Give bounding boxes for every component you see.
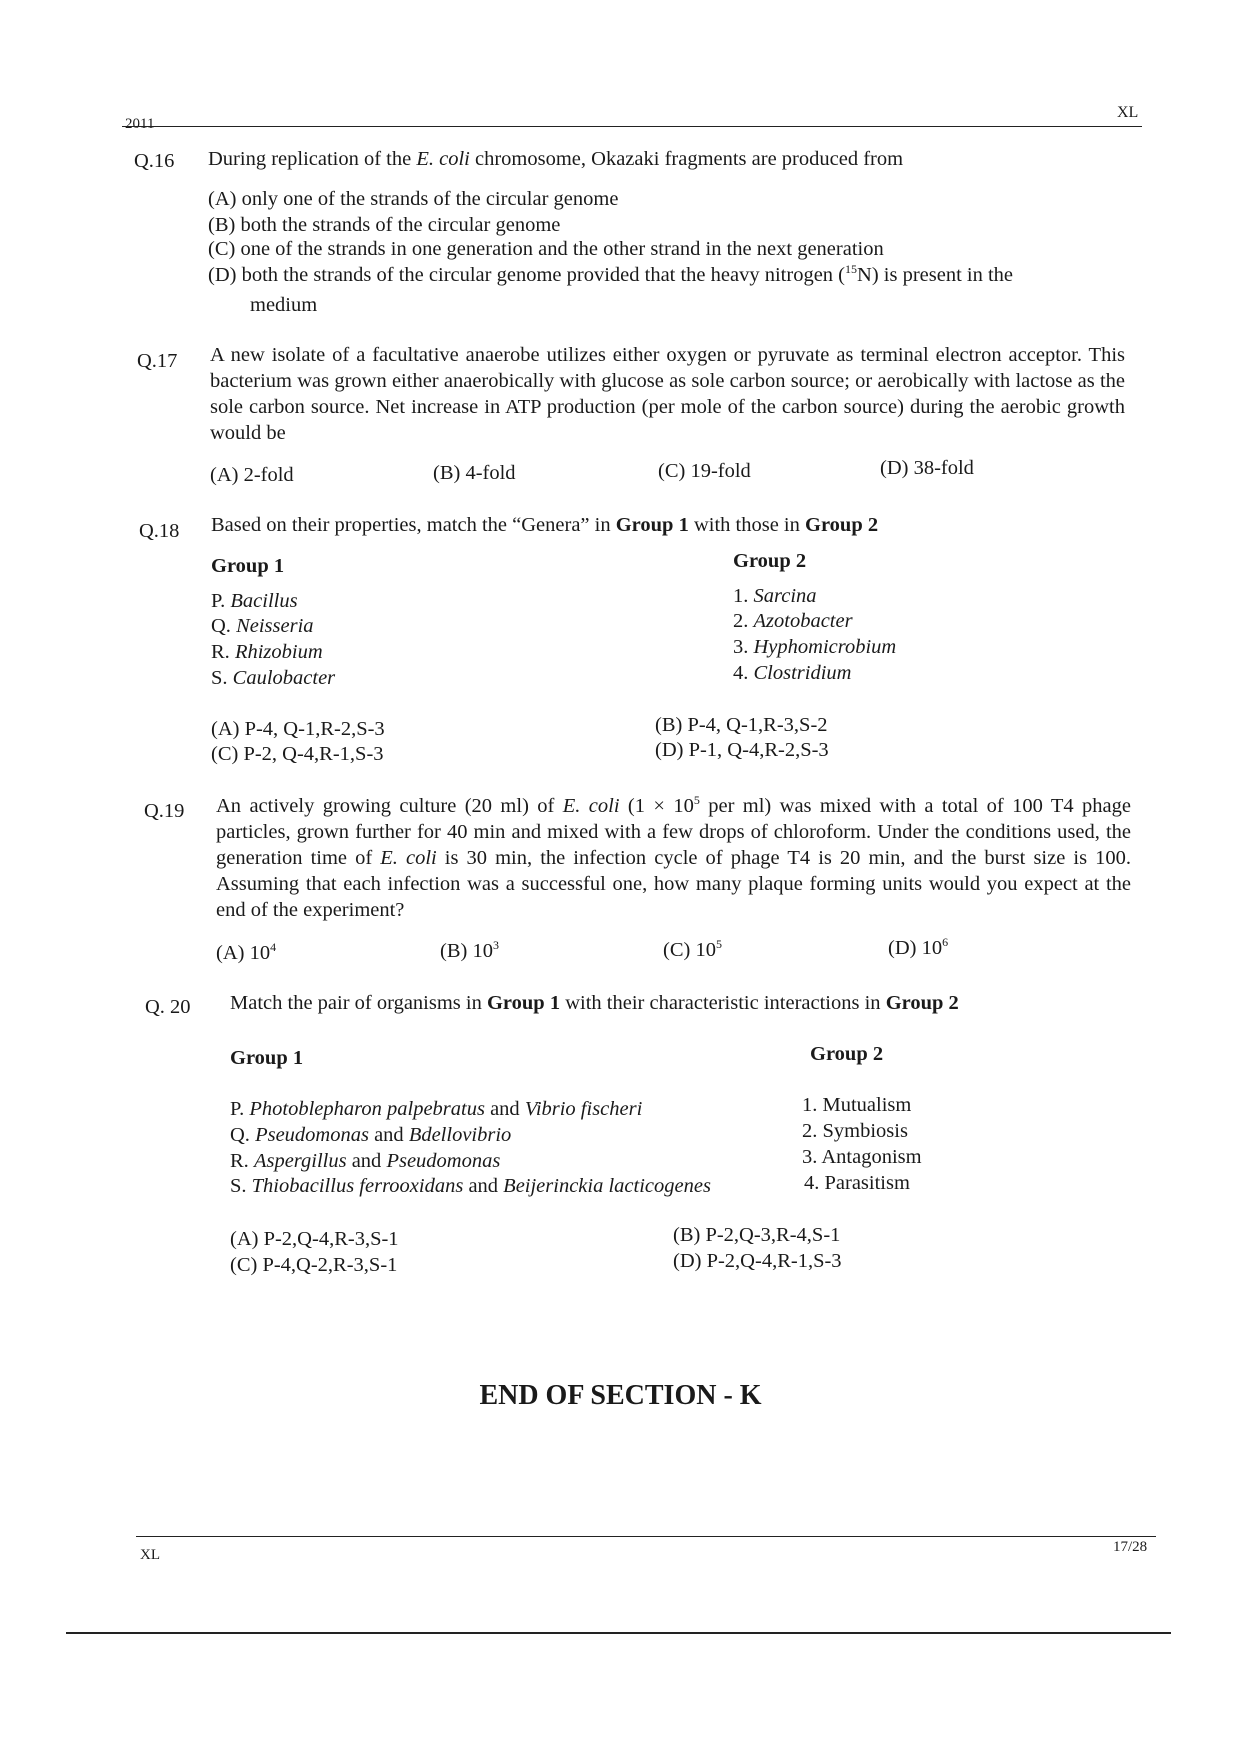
- option-d-text: N) is present in the: [857, 264, 1014, 286]
- option-b: (B) 4-fold: [433, 462, 516, 484]
- group-1-item: P. Photoblepharon palpebratus and Vibrio fischeri: [230, 1098, 643, 1120]
- option-d-continuation: medium: [250, 294, 318, 316]
- group-2-title: Group 2: [733, 550, 807, 572]
- group-2-item: 4. Parasitism: [804, 1172, 910, 1194]
- group-2-item: 1. Sarcina: [733, 585, 817, 607]
- question-number: Q.16: [134, 150, 175, 172]
- stem-bold: Group 1: [615, 514, 689, 536]
- question-number: Q.19: [144, 800, 185, 822]
- option-c: (C) one of the strands in one generation and the other strand in the next generation: [208, 238, 884, 260]
- option-d: (D) P-2,Q-4,R-1,S-3: [673, 1250, 842, 1272]
- option-a: (A) only one of the strands of the circular genome: [208, 188, 619, 210]
- stem-text: chromosome, Okazaki fragments are produced from: [469, 148, 904, 170]
- question-number: Q.18: [139, 520, 180, 542]
- superscript: 15: [845, 262, 858, 276]
- option-c: (C) P-4,Q-2,R-3,S-1: [230, 1254, 398, 1276]
- stem-italic: E. coli: [416, 148, 470, 170]
- option-b: (B) $10^3$: [440, 938, 499, 962]
- group-1-item: P. Bacillus: [211, 590, 298, 612]
- group-1-item: Q. Neisseria: [211, 615, 314, 637]
- option-c: (C) $10^5$: [663, 937, 722, 961]
- question-stem: A new isolate of a facultative anaerobe utilizes either oxygen or pyruvate as terminal electron acceptor. This bacterium was grown either anaerobically with glucose as sole carbon source; or aerobically with lactose as the sole carbon source. Net increase in ATP production (per mole of the carbon source) during the aerobic growth would be: [210, 344, 1125, 444]
- header-rule: [122, 126, 1142, 127]
- option-d-text: (D) both the strands of the circular genome provided that the heavy nitrogen (: [208, 264, 846, 286]
- stem-text: Based on their properties, match the “Genera” in: [211, 514, 616, 536]
- stem-bold: Group 2: [805, 514, 879, 536]
- group-1-title: Group 1: [211, 555, 285, 577]
- option-a: (A) $10^4$: [216, 940, 277, 964]
- group-1-item: R. Rhizobium: [211, 641, 323, 663]
- group-1-item: S. Thiobacillus ferrooxidans and Beijerinckia lacticogenes: [230, 1175, 711, 1197]
- group-1-item: S. Caulobacter: [211, 667, 336, 689]
- footer-paper-code: XL: [140, 1547, 160, 1563]
- question-stem: An actively growing culture (20 ml) of E. coli ($1 \times 10^5$ per ml) was mixed with a total of 100 T4 phage particles, grown further for 40 min and mixed with a few drops of chloroform. Under the conditions used, the generation time of E. coli is 30 min, the infection cycle of phage T4 is 20 min, and the burst size is 100. Assuming that each infection was a successful one, how many plaque forming units would you expect at the end of the experiment?: [216, 793, 1132, 921]
- group-2-title: Group 2: [810, 1043, 884, 1065]
- group-1-item: R. Aspergillus and Pseudomonas: [230, 1150, 501, 1172]
- footer-page-number: 17/28: [1113, 1539, 1148, 1555]
- stem-text: During replication of the: [208, 148, 417, 170]
- question-stem: Match the pair of organisms in Group 1 with their characteristic interactions in Group 2: [230, 992, 959, 1014]
- end-of-section-heading: END OF SECTION - K: [479, 1380, 762, 1411]
- option-c: (C) 19-fold: [658, 460, 751, 482]
- group-2-item: 1. Mutualism: [802, 1094, 912, 1116]
- question-stem: [208, 146, 1108, 172]
- option-b: (B) both the strands of the circular genome: [208, 214, 561, 236]
- page-bottom-rule: [66, 1632, 1171, 1634]
- group-2-item: 3. Hyphomicrobium: [733, 636, 897, 658]
- group-2-item: 4. Clostridium: [733, 662, 852, 684]
- option-d: [208, 264, 1013, 287]
- question-stem: [211, 514, 878, 537]
- option-d: (D) $10^6$: [888, 935, 949, 959]
- question-number: Q. 20: [145, 996, 191, 1018]
- option-b: (B) P-4, Q-1,R-3,S-2: [655, 714, 828, 736]
- option-d: (D) 38-fold: [880, 457, 974, 479]
- option-a: (A) P-2,Q-4,R-3,S-1: [230, 1228, 399, 1250]
- question-number: Q.17: [137, 350, 178, 372]
- group-1-title: Group 1: [230, 1047, 304, 1069]
- group-2-item: 2. Azotobacter: [733, 610, 853, 632]
- option-a: (A) P-4, Q-1,R-2,S-3: [211, 718, 385, 740]
- option-c: (C) P-2, Q-4,R-1,S-3: [211, 743, 384, 765]
- option-d: (D) P-1, Q-4,R-2,S-3: [655, 739, 829, 761]
- group-2-item: 3. Antagonism: [802, 1146, 922, 1168]
- stem-text: with those in: [688, 514, 805, 536]
- group-2-item: 2. Symbiosis: [802, 1120, 908, 1142]
- group-1-item: Q. Pseudomonas and Bdellovibrio: [230, 1124, 512, 1146]
- header-paper-code: XL: [1117, 104, 1139, 121]
- footer-rule: [136, 1536, 1156, 1537]
- header-year: 2011: [125, 116, 155, 132]
- option-a: (A) 2-fold: [210, 464, 294, 486]
- option-b: (B) P-2,Q-3,R-4,S-1: [673, 1224, 841, 1246]
